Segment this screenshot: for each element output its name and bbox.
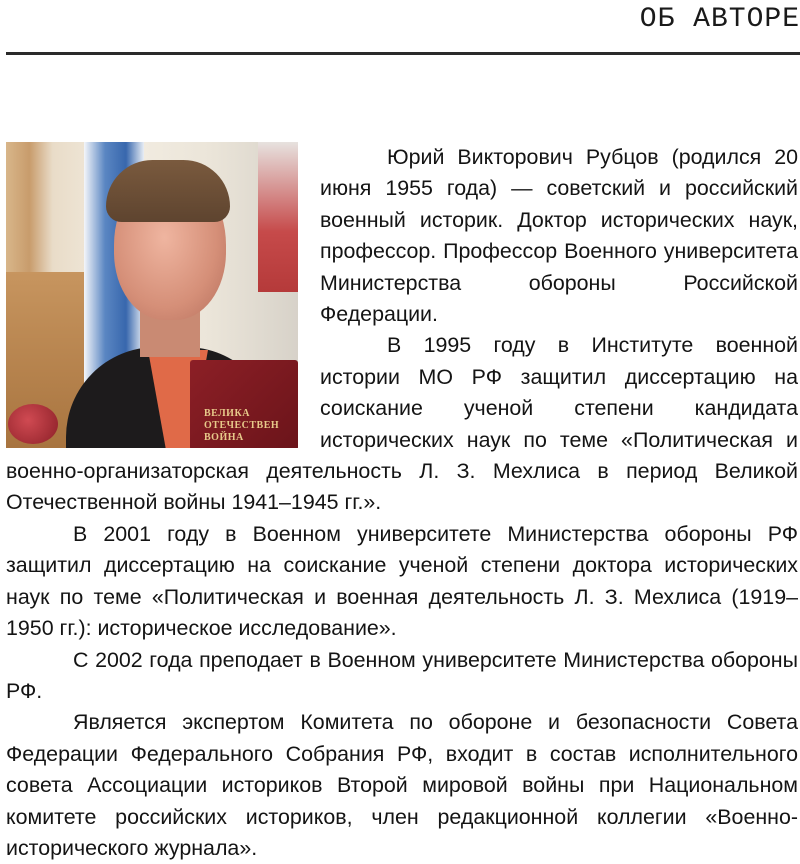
book-title — [204, 408, 279, 444]
book-title-line: ОТЕЧЕСТВЕН — [204, 420, 280, 431]
red-banner — [258, 142, 298, 292]
bio-paragraph-birth: Юрий Викторович Рубцов (родился 20 июня 1955 года) — советский и российский военный историк. Доктор исторических наук, профессор. Профессор Военного университета Министерства обороны Российской Федерации. — [320, 145, 798, 327]
author-bio — [6, 142, 798, 864]
bio-paragraph-candidate: В 1995 году в Институте военной истории МО РФ защитил диссертацию на соискание ученой степени кандидата исторических наук по теме «Политическая и военно-организаторская деятельность Л. З. Мехлиса в период Великой Отечественной войны 1941–1945 гг.». — [6, 333, 798, 515]
page-header — [6, 0, 800, 55]
author-photo — [6, 142, 298, 448]
bio-paragraph-expert: Является экспертом Комитета по обороне и безопасности Совета Федерации Федерального Собрания РФ, входит в состав исполнительного совета Ассоциации историков Второй мировой войны при Национальном комитете российских историков, член редакционной коллегии «Военно-исторического журнала». — [6, 710, 798, 860]
portrait-hair — [106, 160, 230, 222]
microphone-icon — [8, 404, 58, 444]
section-title: ОБ АВТОРЕ — [639, 4, 800, 35]
book-title-line: ВОЙНА — [204, 432, 244, 443]
book-title-line: ВЕЛИКА — [204, 408, 250, 419]
bio-paragraph-teaching: С 2002 года преподает в Военном университете Министерства обороны РФ. — [6, 647, 798, 703]
book-cover — [190, 360, 298, 448]
bio-paragraph-doctorate: В 2001 году в Военном университете Министерства обороны РФ защитил диссертацию на соискание ученой степени доктора исторических наук по теме «Политическая и военная деятельность Л. З. Мехлиса (1919–1950 гг.): историческое исследование». — [6, 521, 798, 641]
